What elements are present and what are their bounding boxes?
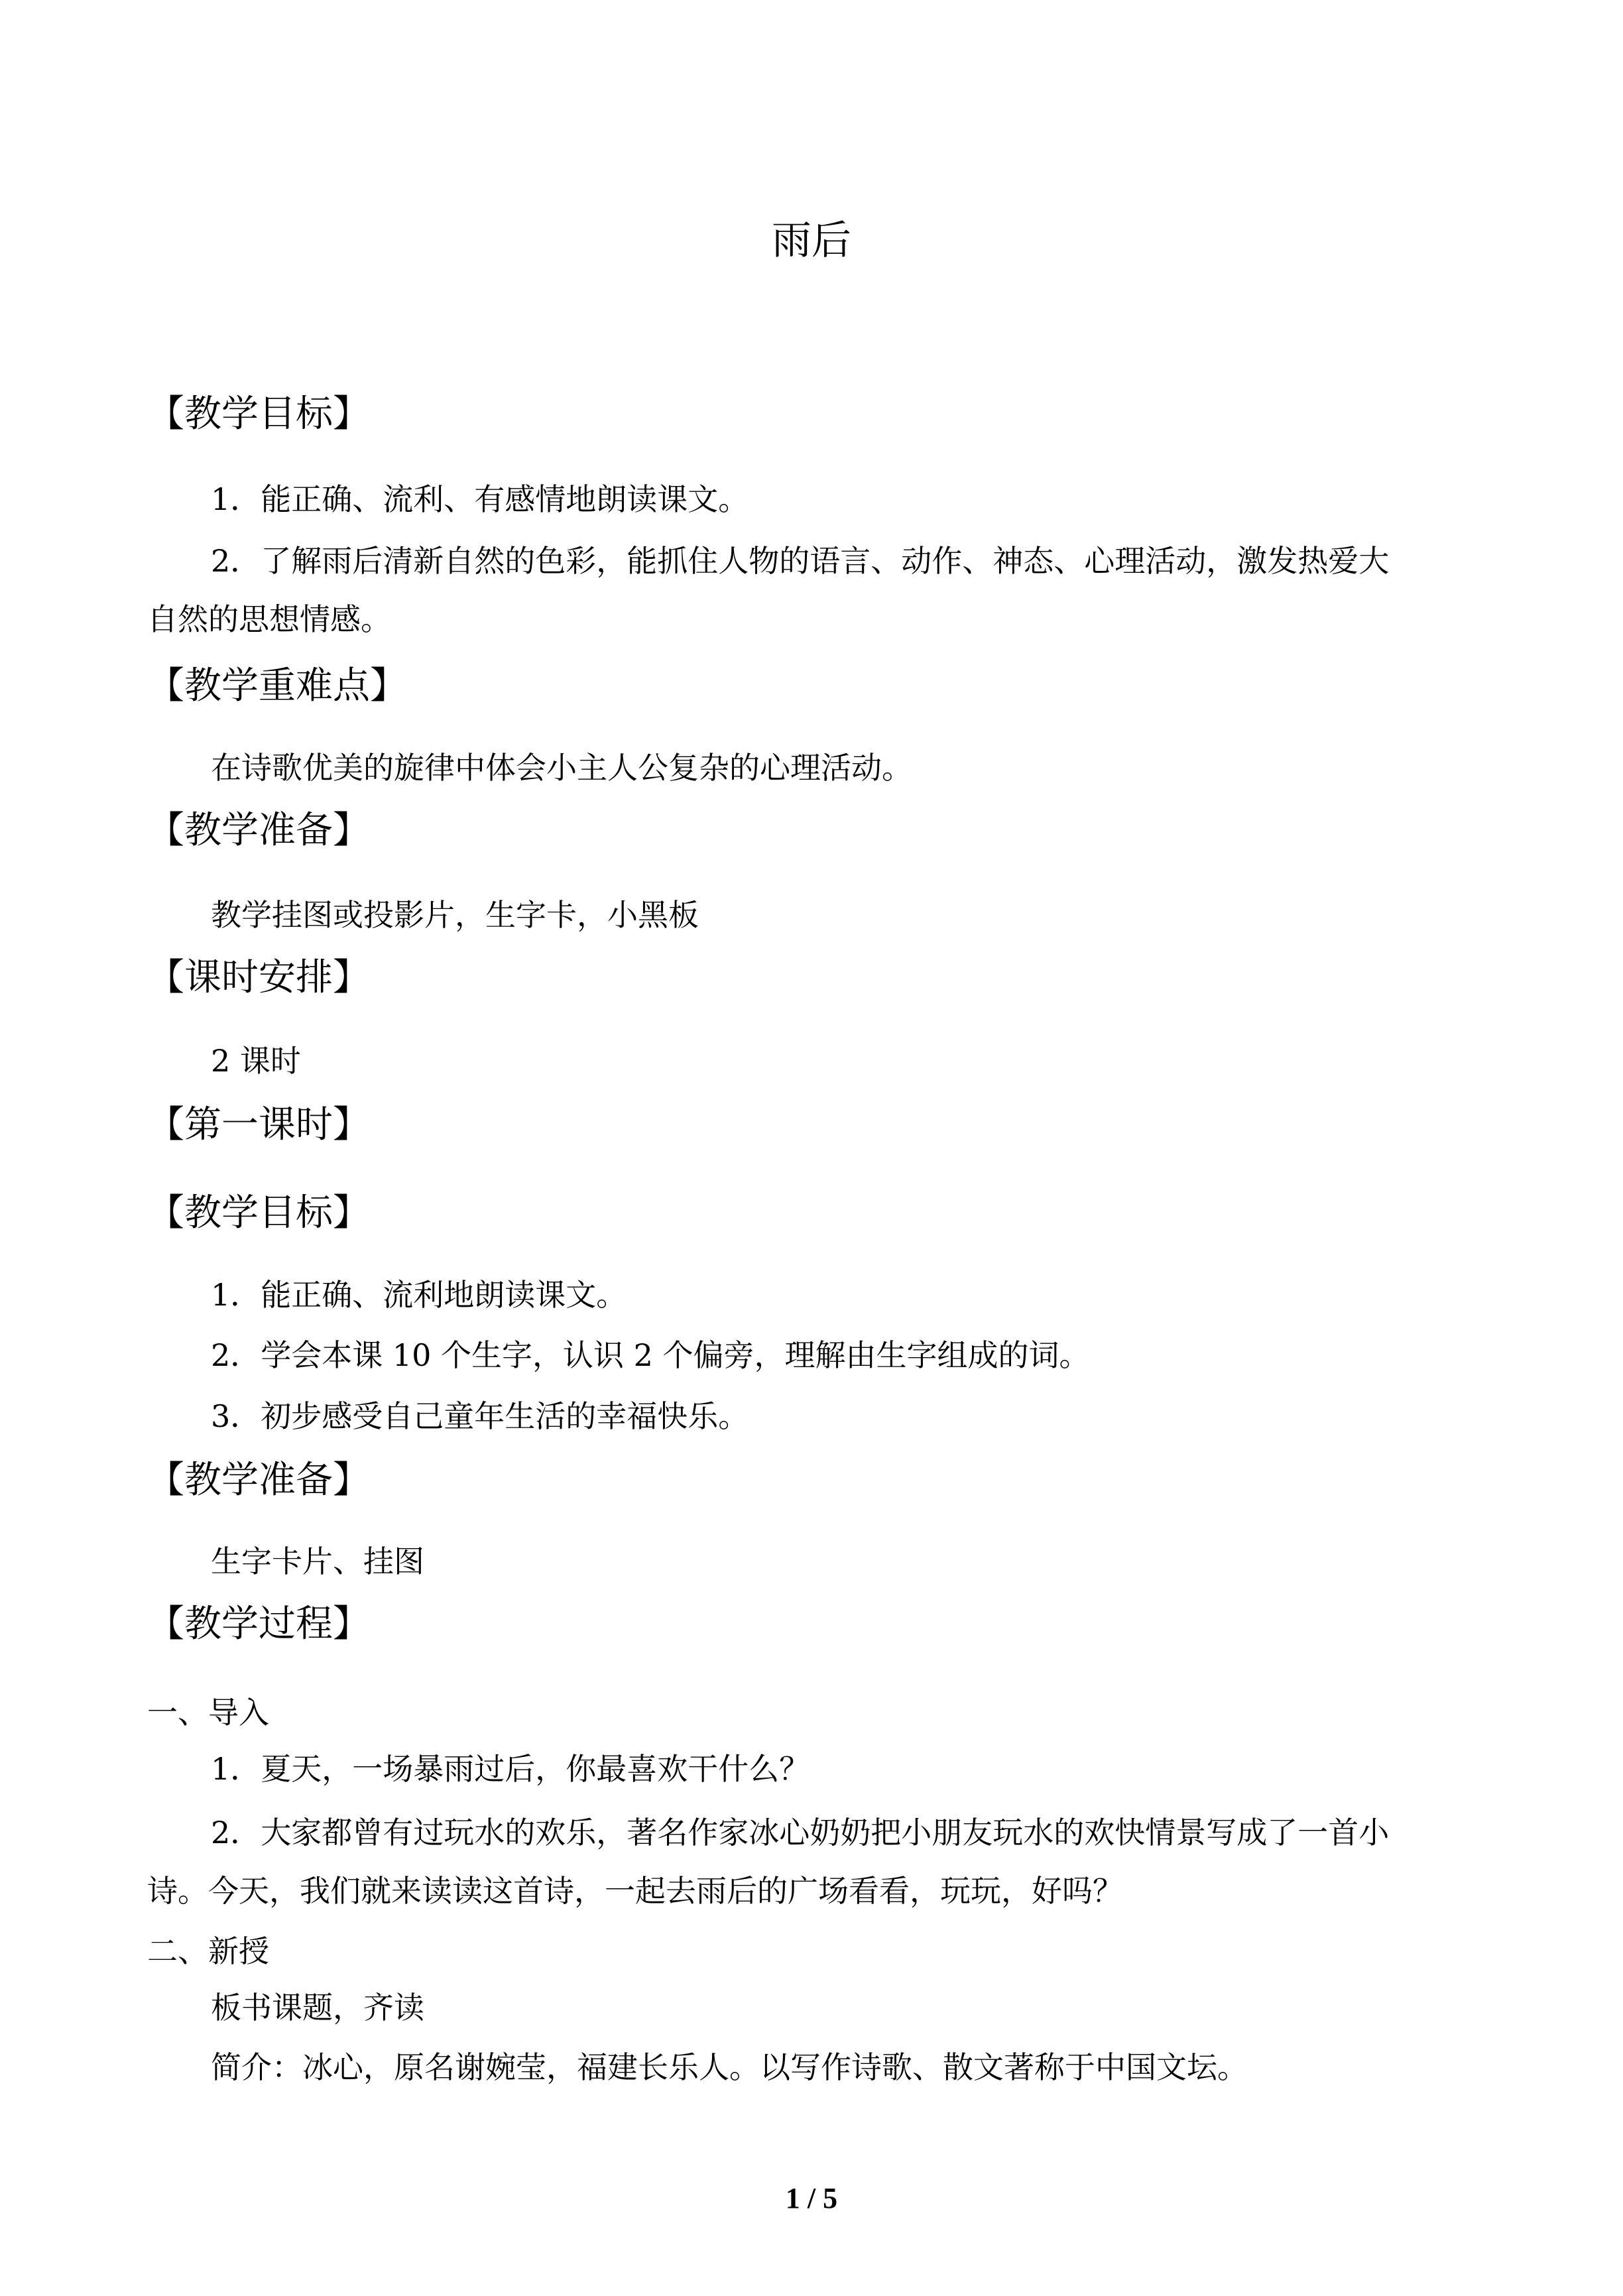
first-lesson-preparation-text: 生字卡片、挂图 xyxy=(211,1543,424,1579)
introduction-item-2-continued: 诗。今天，我们就来读读这首诗，一起去雨后的广场看看，玩玩，好吗？ xyxy=(147,1873,1123,1909)
document-title: 雨后 xyxy=(772,217,851,264)
section-heading-first-lesson-preparation: 【教学准备】 xyxy=(147,1459,370,1502)
introduction-item-2: 2．大家都曾有过玩水的欢乐，著名作家冰心奶奶把小朋友玩水的欢快情景写成了一首小 xyxy=(211,1815,1390,1850)
goal-item-2: 2．了解雨后清新自然的色彩，能抓住人物的语言、动作、神态、心理活动，激发热爱大 xyxy=(211,543,1390,579)
section-heading-teaching-process: 【教学过程】 xyxy=(147,1602,370,1646)
goal-item-1: 1．能正确、流利、有感情地朗读课文。 xyxy=(211,481,749,517)
introduction-item-1: 1．夏天，一场暴雨过后，你最喜欢干什么？ xyxy=(211,1751,810,1787)
new-lesson-item-1: 板书课题，齐读 xyxy=(211,1990,424,2025)
section-heading-key-difficulties: 【教学重难点】 xyxy=(147,664,407,707)
first-goal-item-1: 1．能正确、流利地朗读课文。 xyxy=(211,1277,627,1313)
outline-item-introduction: 一、导入 xyxy=(147,1695,269,1730)
key-difficulties-text: 在诗歌优美的旋律中体会小主人公复杂的心理活动。 xyxy=(211,750,912,786)
page-number: 1 / 5 xyxy=(785,2182,838,2214)
section-heading-first-lesson-goals: 【教学目标】 xyxy=(147,1191,370,1235)
goal-item-2-continued: 自然的思想情感。 xyxy=(147,601,391,637)
section-heading-first-lesson: 【第一课时】 xyxy=(147,1103,370,1146)
first-goal-item-3: 3．初步感受自己童年生活的幸福快乐。 xyxy=(211,1398,749,1434)
section-heading-preparation: 【教学准备】 xyxy=(147,809,370,852)
schedule-text: 2 课时 xyxy=(211,1043,301,1079)
section-heading-teaching-goals: 【教学目标】 xyxy=(147,393,370,436)
first-goal-item-2: 2．学会本课 10 个生字，认识 2 个偏旁，理解由生字组成的词。 xyxy=(211,1337,1090,1373)
new-lesson-item-2: 简介：冰心，原名谢婉莹，福建长乐人。以写作诗歌、散文著称于中国文坛。 xyxy=(211,2049,1248,2085)
section-heading-schedule: 【课时安排】 xyxy=(147,956,370,999)
preparation-text: 教学挂图或投影片，生字卡，小黑板 xyxy=(211,897,699,933)
outline-item-new-lesson: 二、新授 xyxy=(147,1933,269,1969)
